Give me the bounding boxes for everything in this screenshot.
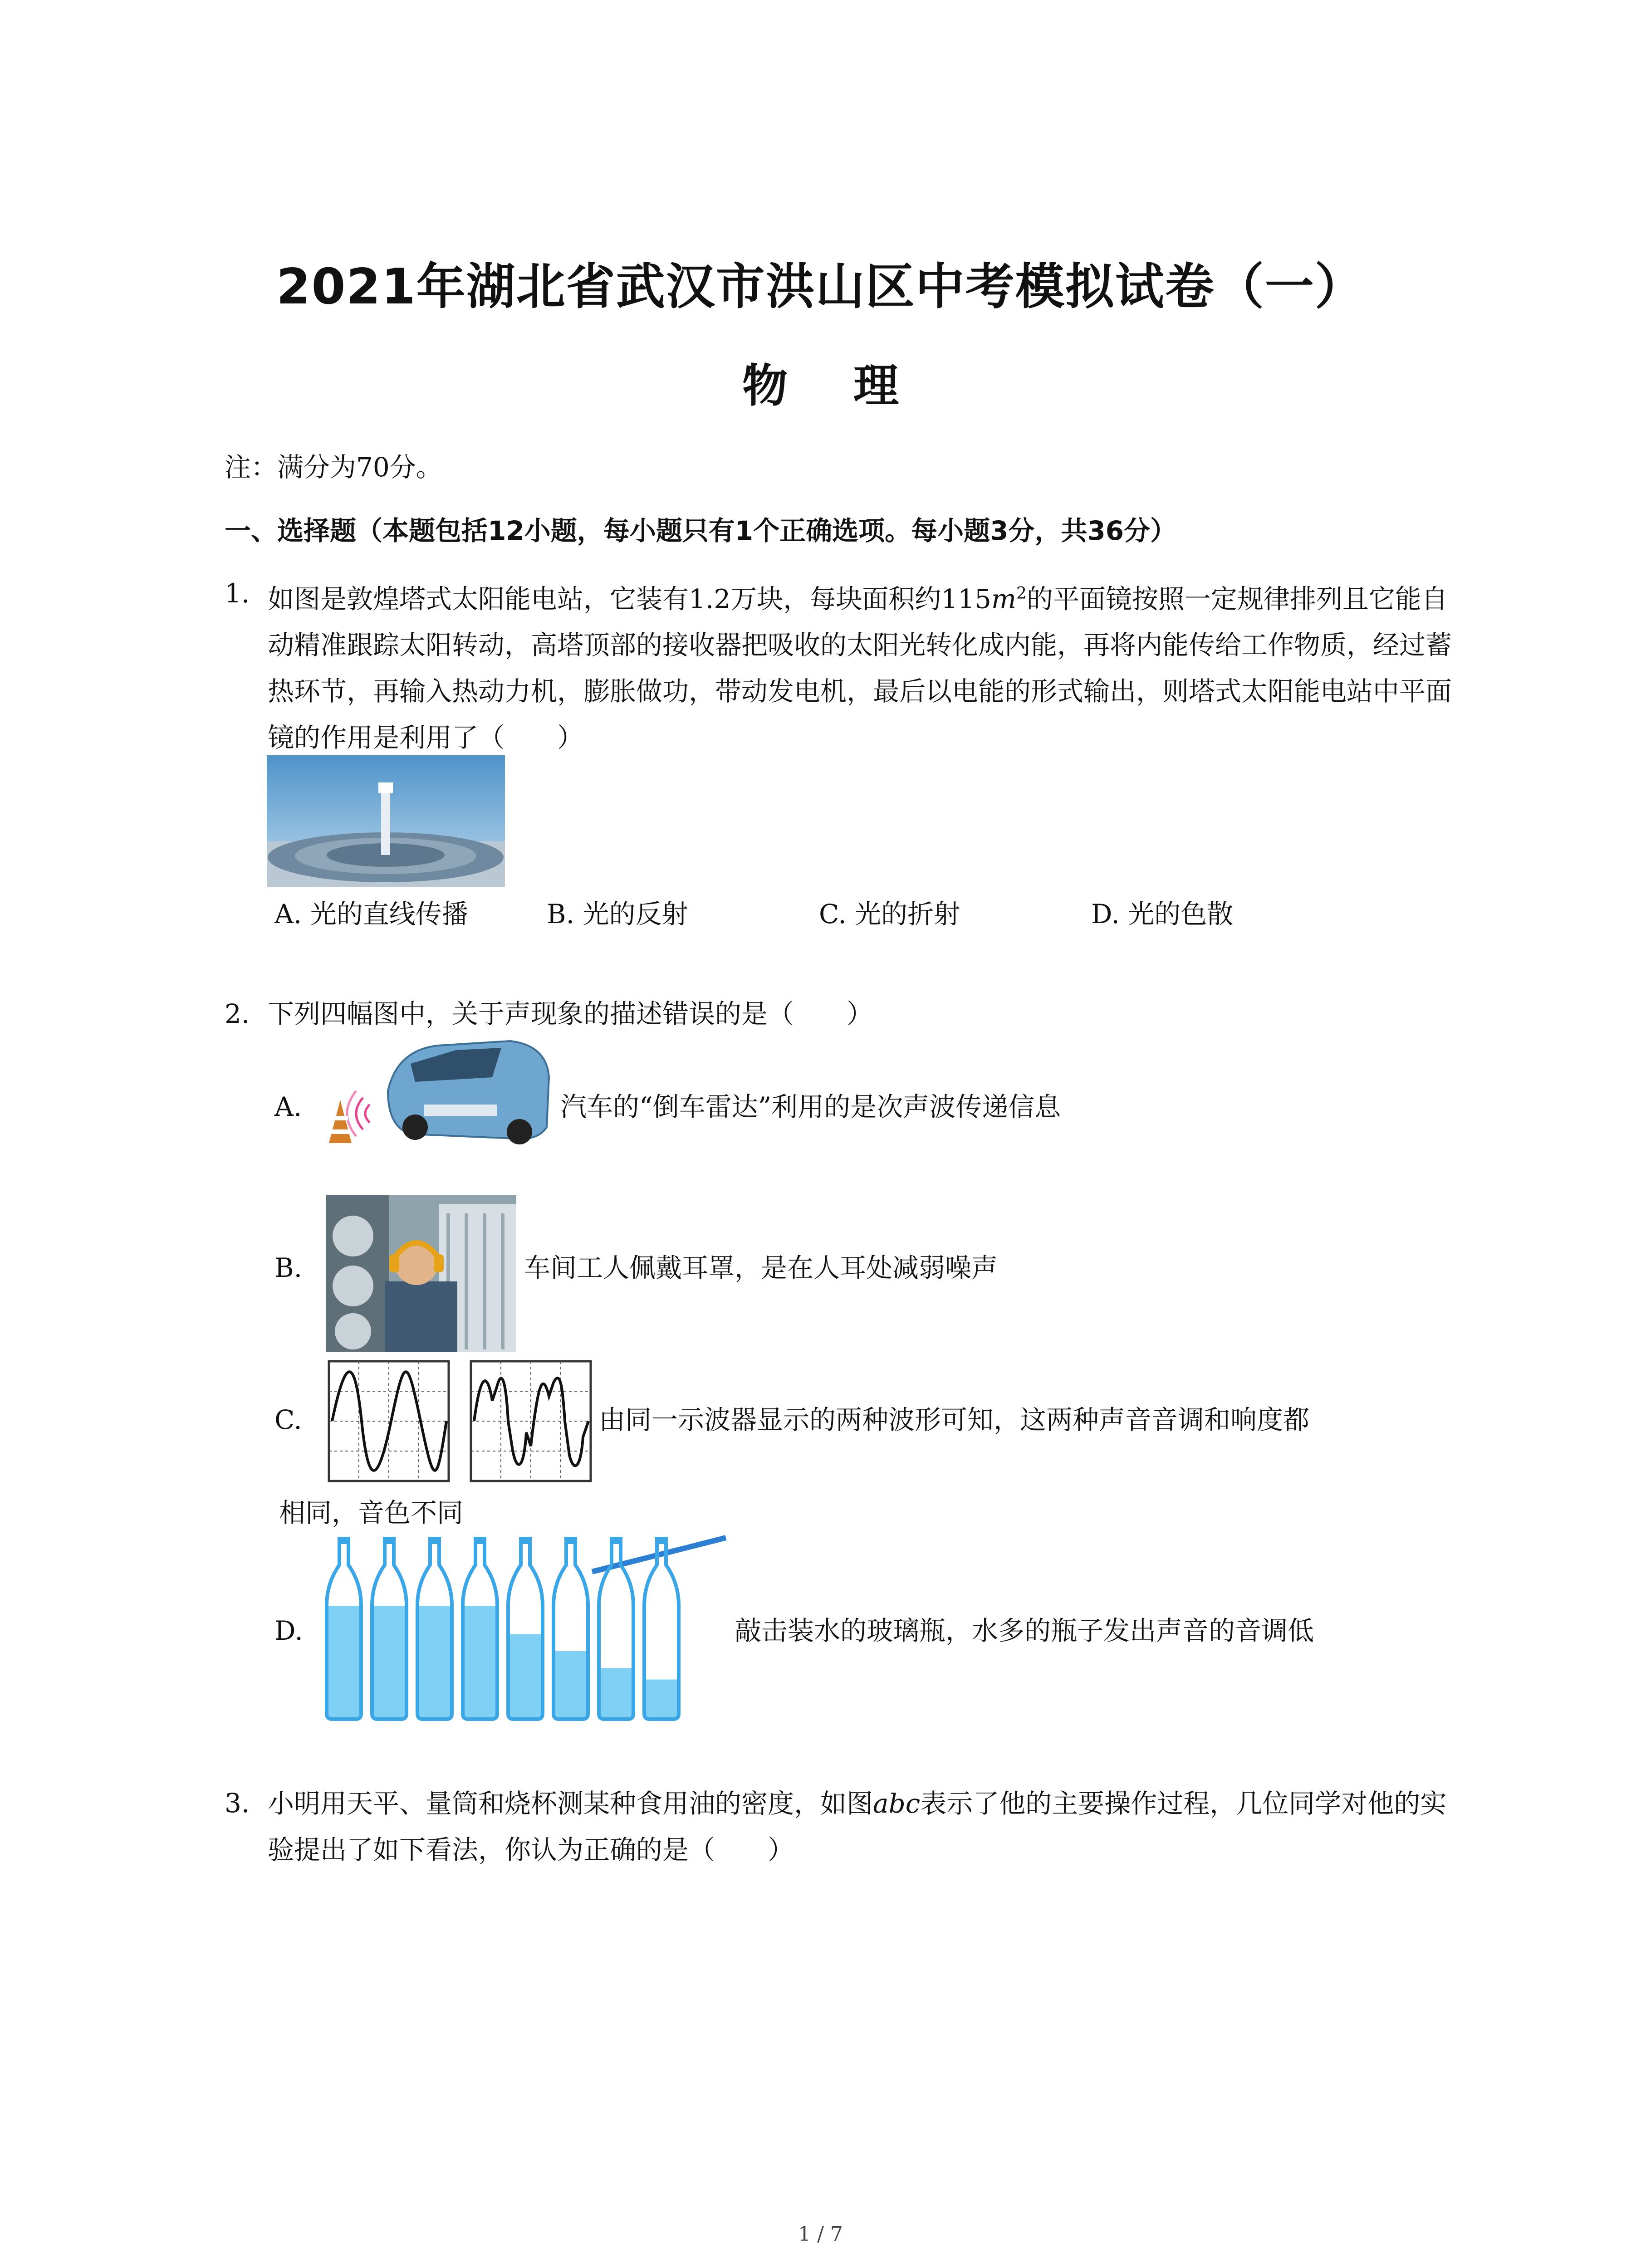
water-bottles-image [322,1533,730,1724]
q2-option-a-text: 汽车的“倒车雷达”利用的是次声波传递信息 [560,1091,1061,1122]
glass-bottle [508,1537,543,1719]
q2-option-c-text: 由同一示波器显示的两种波形可知，这两种声音音调和响度都 [599,1404,1310,1435]
score-note: 注：满分为70分。 [225,452,442,483]
exam-title: 2021年湖北省武汉市洪山区中考模拟试卷（一） [276,259,1365,315]
solar-tower-drawing [267,755,505,887]
page-number: 1 / 7 [798,2223,843,2246]
q2-number: 2. [225,998,250,1029]
q2-text: 下列四幅图中，关于声现象的描述错误的是（ ） [268,998,873,1029]
waveform-left-image [328,1360,450,1482]
q2-option-d-text: 敲击装水的玻璃瓶，水多的瓶子发出声音的音调低 [735,1615,1314,1646]
glass-bottle [463,1537,497,1719]
worker-earmuff-image [326,1195,516,1352]
water-bottles-drawing [322,1533,730,1724]
q2-option-b-label[interactable]: B. [274,1252,303,1283]
q3-text-b: 表示了他的主要操作过程，几位同学对他的实验提出了如下看法，你认为正确的是（ ） [268,1788,1447,1865]
glass-bottle [644,1537,679,1719]
glass-bottle [327,1537,361,1719]
section-heading: 一、选择题（本题包括12小题，每小题只有1个正确选项。每小题3分，共36分） [225,515,1177,546]
q2-option-d-label[interactable]: D. [274,1615,303,1646]
q1-exp: 2 [1016,584,1027,603]
waveform-right-image [470,1360,592,1482]
worker-earmuff-drawing [326,1195,516,1352]
glass-bottle [372,1537,407,1719]
q2-option-c-label[interactable]: C. [274,1404,302,1435]
q1-number: 1. [225,578,250,609]
q1-unit: m [991,583,1016,615]
car-radar-drawing [320,1036,554,1152]
q1-option-c[interactable]: C. 光的折射 [819,899,960,929]
glass-bottle [417,1537,452,1719]
q3-number: 3. [225,1788,250,1818]
waveform-right-drawing [470,1360,592,1482]
q2-option-c-text-cont: 相同，音色不同 [279,1497,464,1528]
q1-option-d[interactable]: D. 光的色散 [1091,899,1234,929]
q3-var: abc [873,1788,921,1819]
glass-bottle [554,1537,588,1719]
q1-text-b: 的平面镜按照一定规律排列且它能自动精准跟踪太阳转动，高塔顶部的接收器把吸收的太阳光转化成内能，再将内能传给工作物质，经过蓄热环节，再输入热动力机，膨胀做功，带动发电机，最后以电能的形式输出，则塔式太阳能电站中平面镜的作用是利用了（ ） [268,583,1452,753]
q1-text [268,571,1456,761]
q1-option-a[interactable]: A. 光的直线传播 [274,899,468,929]
q3-text-a: 小明用天平、量筒和烧杯测某种食用油的密度，如图 [268,1788,873,1819]
q2-option-b-text: 车间工人佩戴耳罩，是在人耳处减弱噪声 [524,1252,998,1283]
waveform-left-drawing [328,1360,450,1482]
q3-text [268,1780,1456,1873]
car-radar-image [320,1036,554,1152]
q2-option-a-label[interactable]: A. [274,1091,302,1122]
q1-text-a: 如图是敦煌塔式太阳能电站，它装有1.2万块，每块面积约115 [268,583,991,615]
q1-option-b[interactable]: B. 光的反射 [547,899,688,929]
subject-title: 物 理 [742,359,899,412]
solar-tower-image [267,755,505,887]
